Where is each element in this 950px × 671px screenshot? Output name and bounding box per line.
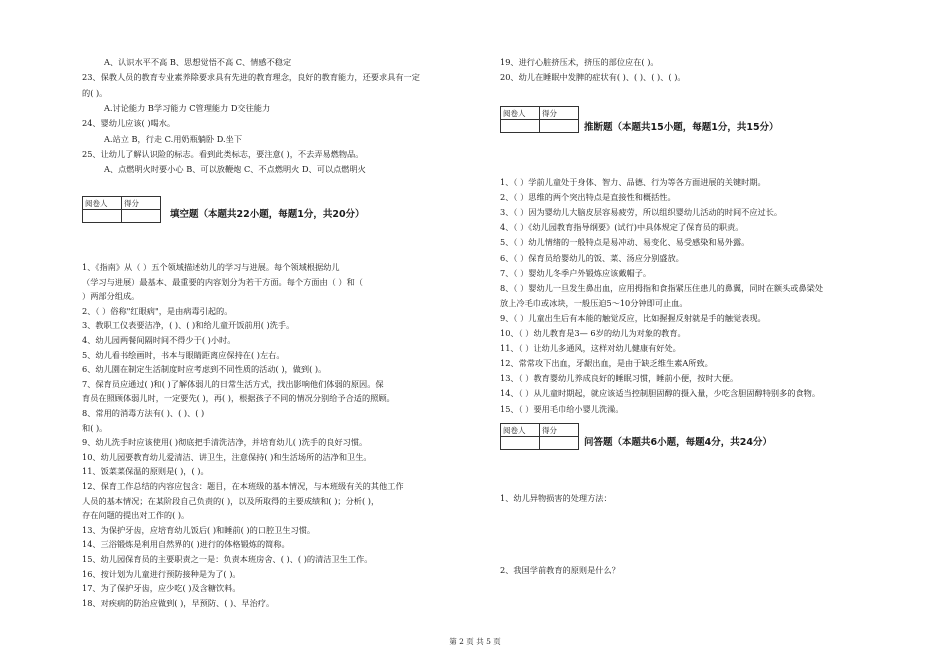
score-label: 得分	[122, 197, 161, 210]
question-line: 5、（ ）幼儿情绪的一般特点是易冲动、易变化、易受感染和易外露。	[500, 237, 750, 248]
question-line: 13、（ ）教育婴幼儿养成良好的睡眠习惯，睡前小便，按时大便。	[500, 373, 739, 384]
question-line: 14、（ ）从儿童时期起，就应该适当控制胆固醇的摄入量，少吃含胆固醇特别多的食物。	[500, 388, 821, 399]
question-line: 2、（ ）思维的两个突出特点是直接性和概括性。	[500, 192, 676, 203]
section-title-fill: 填空题（本题共22小题，每题1分，共20分）	[170, 209, 365, 220]
score-box-qa	[500, 423, 579, 450]
question-line: 6、幼儿園在制定生活制度时应考虑到不同性质的活动( )，做到( )。	[82, 364, 327, 375]
score-box-fill	[82, 196, 161, 223]
score-box-judge	[500, 106, 579, 133]
question-line: 2、我国学前教育的原则是什么？	[500, 565, 620, 575]
question-line: A.讨论能力 B学习能力 C管理能力 D交往能力	[104, 102, 271, 113]
page-footer: 第 2 页 共 5 页	[449, 637, 501, 646]
question-line: 3、教职工仪表要洁净，( )、( )和给儿童开饭前用( )洗手。	[82, 320, 295, 331]
question-line: 10、幼儿园要教育幼儿爱清洁、讲卫生，注意保持( )和生活场所的洁净和卫生。	[82, 451, 372, 462]
question-line: 8、（ ）婴幼儿一旦发生鼻出血，应用拇指和食指紧压住患儿的鼻翼，同时在额头或鼻梁处	[500, 282, 824, 293]
question-line: 5、幼儿看书绘画时，书本与眼睛距离应保持在( )左右。	[82, 349, 285, 360]
question-line: 9、（ ）儿童出生后有本能的触觉反应，比如握握反射就是手的触觉表现。	[500, 312, 766, 323]
question-line: 1、幼儿异物损害的处理方法：	[500, 493, 612, 503]
question-line: A、认识水平不高 B、思想觉悟不高 C、情感不稳定	[104, 57, 292, 67]
score-label: 得分	[540, 107, 579, 120]
score-cell	[540, 437, 579, 450]
question-line: 和( )。	[82, 422, 108, 433]
question-line: 14、三浴锻炼是利用自然界的( )进行的体格锻炼的简称。	[82, 539, 290, 550]
question-line: 10、（ ）幼儿教育是3— 6岁的幼儿为对象的教育。	[500, 328, 686, 338]
question-line: 1、《指南》从（ ）五个领域描述幼儿的学习与进展。每个领域根据幼儿	[82, 262, 340, 272]
question-line: 23、保教人员的教育专业素养除要求具有先进的教育理念，良好的教育能力，还要求具有一定	[82, 72, 420, 83]
question-line: 存在问题的提出对工作的( )。	[82, 510, 190, 521]
question-line: 8、常用的消毒方法有( )、( )、( )	[82, 408, 205, 418]
question-line: 6、（ ）保育员给婴幼儿的饭、菜、汤应分别盛放。	[500, 252, 684, 263]
question-line: 3、（ ）因为婴幼儿大脑皮层容易疲劳，所以组织婴幼儿活动的时间不应过长。	[500, 207, 783, 218]
question-line: ）两部分组成。	[82, 291, 140, 302]
question-line: 15、（ ）要用毛巾给小婴儿洗澡。	[500, 403, 624, 414]
question-line: 12、常常攻下出血，牙龈出血，是由于缺乏维生素A所致。	[500, 358, 713, 369]
question-line: 25、让幼儿了解认识险的标志。看到此类标志，要注意( )，不去弄易燃物品。	[82, 148, 364, 159]
question-line: 放上冷毛巾或冰块，一般压迫5～10分钟即可止血。	[500, 297, 688, 308]
question-line: 育员在照顾体弱儿时，一定要先( )，再( )，根据孩子不同的情况分别给予合适的照顾。	[82, 393, 395, 404]
question-line: 19、进行心脏挤压术，挤压的部位应在( )。	[500, 57, 659, 67]
reviewer-cell	[501, 437, 540, 450]
question-line: 11、饭菜菜保温的原则是( )，( )。	[82, 466, 209, 477]
question-line: 17、为了保护牙齿，应少吃( )及含糖饮料。	[82, 583, 241, 594]
reviewer-label: 阅卷人	[501, 424, 540, 437]
score-label: 得分	[540, 424, 579, 437]
question-line: 16、按计划为儿童进行预防接种是为了( )。	[82, 568, 241, 579]
question-line: A、点燃明火时要小心 B、可以放鞭炮 C、不点燃明火 D、可以点燃明火	[104, 164, 366, 175]
question-line: 4、幼儿园两餐间隔时间不得少于( )小时。	[82, 335, 236, 345]
question-line: 人员的基本情况；在某阶段自己负责的( )，以及所取得的主要成绩和( )；分析( )，	[82, 495, 380, 506]
question-line: 1、（ ）学前儿童处于身体、智力、品德、行为等各方面进展的关键时期。	[500, 177, 766, 187]
question-line: 11、（ ）让幼儿多通风，这样对幼儿健康有好处。	[500, 343, 681, 354]
question-line: 12、保育工作总结的内容应包含：题目，在本班级的基本情况，与本班级有关的其他工作	[82, 481, 404, 491]
question-line: 20、幼儿在睡眠中发脾的症状有( )、( )、( )、( )。	[500, 72, 686, 82]
question-line: 7、保育员应通过( )和( )了解体弱儿的日常生活方式，找出影响他们体弱的原因。保	[82, 378, 384, 389]
question-line: 的( )。	[82, 87, 108, 98]
question-line: 24、婴幼儿应该( )喝水。	[82, 118, 176, 129]
question-line: 15、幼儿园保育员的主要职责之一是：负责本班房舍、( )、( )的清洁卫生工作。	[82, 554, 373, 564]
question-line: （学习与进展）最基本、最重要的内容划分为若干方面。每个方面由（ ）和（	[82, 276, 363, 287]
reviewer-cell	[83, 210, 122, 223]
reviewer-label: 阅卷人	[83, 197, 122, 210]
question-line: 9、幼儿洗手时应该使用( )彻底把手清洗洁净，并培育幼儿( )洗手的良好习惯。	[82, 437, 368, 448]
question-line: 18、对疾病的防治应做到( )，早预防、( )、早治疗。	[82, 597, 275, 608]
reviewer-label: 阅卷人	[501, 107, 540, 120]
question-line: 4、（ ）《幼儿园教育指导纲要》(试行)中具体规定了保育员的职责。	[500, 222, 744, 233]
question-line: A.站立 B，行走 C.用奶瓶躺卧 D.坐下	[104, 133, 243, 144]
question-line: 7、（ ）婴幼儿冬季户外锻炼应该戴帽子。	[500, 267, 652, 278]
score-cell	[540, 120, 579, 133]
section-title-qa: 问答题（本题共6小题，每题4分，共24分）	[584, 437, 772, 448]
section-title-judge: 推断题（本题共15小题，每题1分，共15分）	[584, 122, 779, 133]
score-cell	[122, 210, 161, 223]
reviewer-cell	[501, 120, 540, 133]
question-line: 13、为保护牙齿，应培育幼儿饭后( )和睡前( )的口腔卫生习惯。	[82, 524, 316, 535]
question-line: 2、（ ）俗称"红眼病"，是由病毒引起的。	[82, 305, 233, 316]
